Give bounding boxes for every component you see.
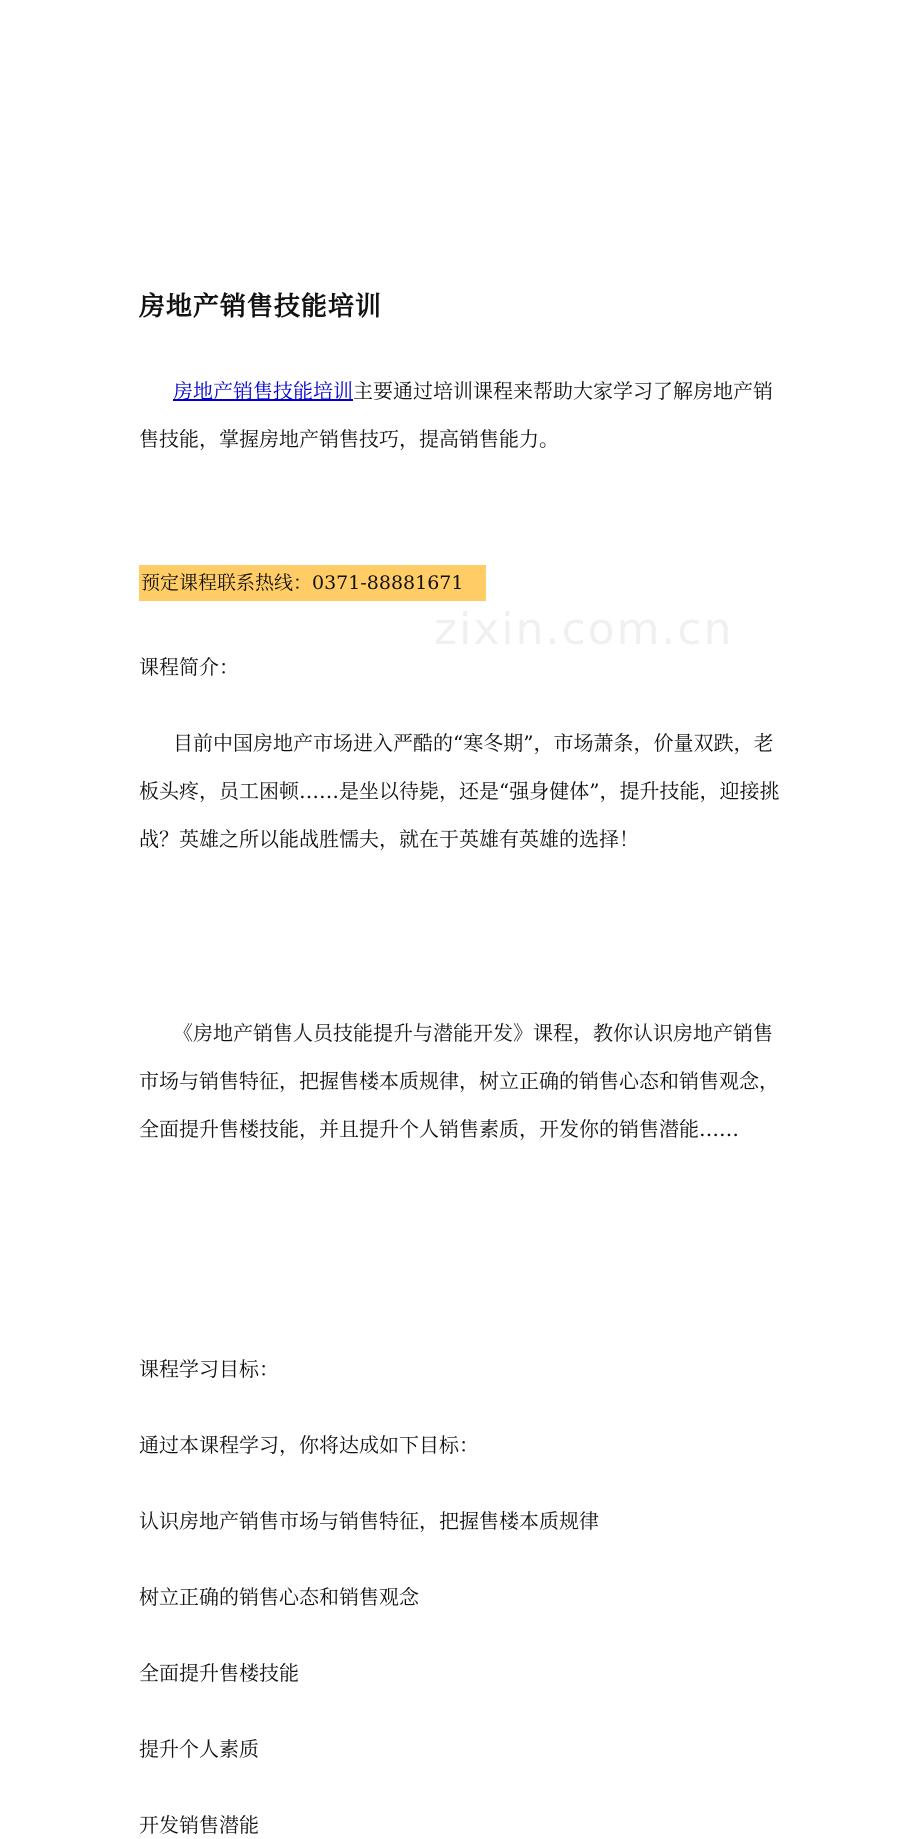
goal-item: 树立正确的销售心态和销售观念	[139, 1585, 419, 1609]
course-link[interactable]: 房地产销售技能培训	[173, 379, 353, 403]
intro-text: 主要通过培训课程来帮助大家学习了解房地产销售技能，掌握房地产销售技巧，提高销售能力。	[139, 379, 773, 451]
intro-paragraph	[139, 367, 784, 463]
goal-item: 提升个人素质	[139, 1737, 259, 1761]
goals-intro: 通过本课程学习，你将达成如下目标：	[139, 1433, 479, 1457]
section-heading-goals: 课程学习目标：	[139, 1357, 279, 1381]
page-title: 房地产销售技能培训	[139, 292, 383, 322]
section-heading-intro: 课程简介：	[139, 655, 239, 679]
goal-item: 认识房地产销售市场与销售特征，把握售楼本质规律	[139, 1509, 599, 1533]
hotline-banner: 预定课程联系热线：0371-88881671	[139, 565, 486, 601]
paragraph-market: 目前中国房地产市场进入严酷的“寒冬期”，市场萧条，价量双跌，老板头疼，员工困顿……是坐以待毙，还是“强身健体”，提升技能，迎接挑战？英雄之所以能战胜懦夫，就在于英雄有英雄的选择！	[139, 731, 780, 851]
goal-item: 全面提升售楼技能	[139, 1661, 299, 1685]
paragraph-course: 《房地产销售人员技能提升与潜能开发》课程，教你认识房地产销售市场与销售特征，把握售楼本质规律，树立正确的销售心态和销售观念，全面提升售楼技能，并且提升个人销售素质，开发你的销售潜能……	[139, 1021, 779, 1141]
watermark: zixin.com.cn	[434, 604, 734, 655]
goal-item: 开发销售潜能	[139, 1813, 259, 1837]
